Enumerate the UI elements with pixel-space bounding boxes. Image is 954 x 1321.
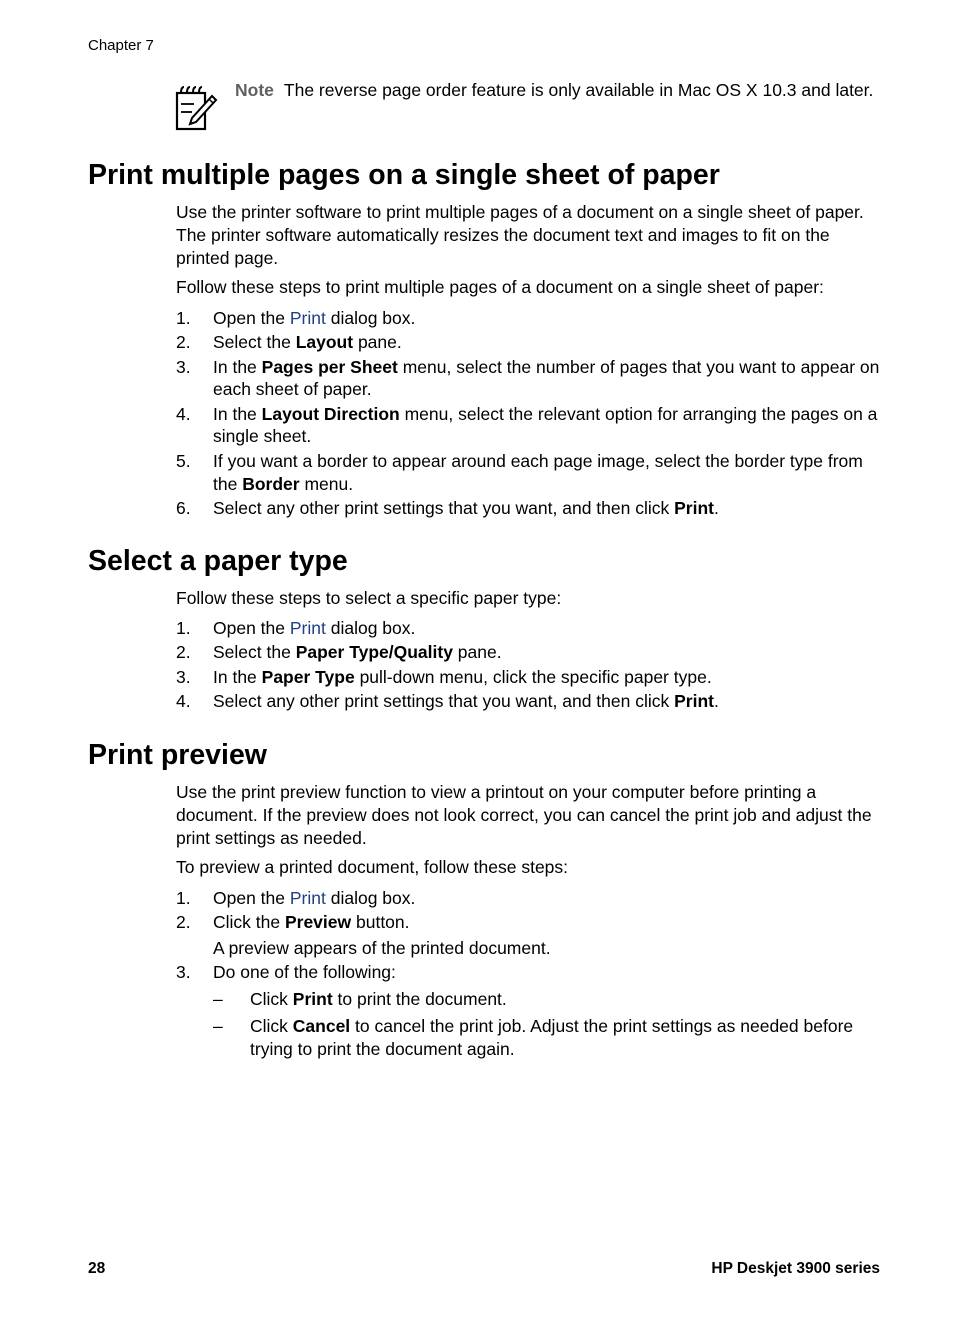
sub-list-item: – Click Print to print the document. [213, 989, 507, 1010]
sub-list-item: – Click Cancel to cancel the print job. Adjust the print settings as needed before trying to print the document again. [213, 1015, 854, 1059]
list-item: 4. In the Layout Direction menu, select the relevant option for arranging the pages on a single sheet. [176, 403, 878, 447]
chapter-header: Chapter 7 [88, 37, 154, 54]
print-link[interactable]: Print [289, 618, 326, 638]
notepad-pencil-icon [174, 84, 218, 132]
step-note: A preview appears of the printed document. [213, 938, 551, 959]
section-title-print-preview: Print preview [88, 739, 267, 771]
list-item: 5. If you want a border to appear around each page image, select the border type from the Border menu. [176, 450, 863, 494]
list-item: 3. Do one of the following: – Click Print to print the document. – Click Cancel to cancel the print job. Adjust the print settings as needed before trying to print the document again. [176, 961, 881, 1060]
section1-lead: Follow these steps to print multiple pages of a document on a single sheet of paper: [176, 277, 824, 297]
note-label: Note [235, 80, 274, 100]
note-text [235, 79, 875, 102]
product-name: HP Deskjet 3900 series [711, 1260, 880, 1277]
section3-intro: Use the print preview function to view a printout on your computer before printing a document. If the preview does not look correct, you can cancel the print job and adjust the print settings as needed. [176, 782, 872, 848]
section3-steps [176, 887, 881, 1062]
list-item: 4. Select any other print settings that you want, and then click Print. [176, 690, 719, 711]
note-body: The reverse page order feature is only available in Mac OS X 10.3 and later. [283, 80, 874, 100]
list-item: 3. In the Paper Type pull-down menu, click the specific paper type. [176, 666, 712, 687]
print-link[interactable]: Print [289, 308, 326, 328]
section1-intro: Use the printer software to print multiple pages of a document on a single sheet of paper. The printer software automatically resizes the document text and images to fit on the printed page. [176, 202, 864, 268]
list-item: 6. Select any other print settings that you want, and then click Print. [176, 497, 719, 518]
list-item: 1. Open the Print dialog box. [176, 888, 416, 908]
list-item: 2. Select the Layout pane. [176, 332, 402, 353]
list-item: 2. Select the Paper Type/Quality pane. [176, 642, 502, 663]
list-item: 2. Click the Preview button. A preview appears of the printed document. [176, 911, 881, 960]
page-number: 28 [88, 1260, 106, 1277]
list-item: 1. Open the Print dialog box. [176, 618, 416, 638]
list-item: 1. Open the Print dialog box. [176, 308, 416, 328]
sub-list [213, 988, 881, 1060]
section2-steps [176, 617, 881, 714]
section2-lead: Follow these steps to select a specific paper type: [176, 588, 562, 608]
print-link[interactable]: Print [289, 888, 326, 908]
section1-steps [176, 307, 881, 521]
list-item: 3. In the Pages per Sheet menu, select the number of pages that you want to appear on each sheet of paper. [176, 356, 880, 400]
section-title-multiple-pages: Print multiple pages on a single sheet of paper [88, 159, 720, 191]
section3-lead: To preview a printed document, follow these steps: [176, 857, 569, 877]
section-title-paper-type: Select a paper type [88, 545, 348, 577]
